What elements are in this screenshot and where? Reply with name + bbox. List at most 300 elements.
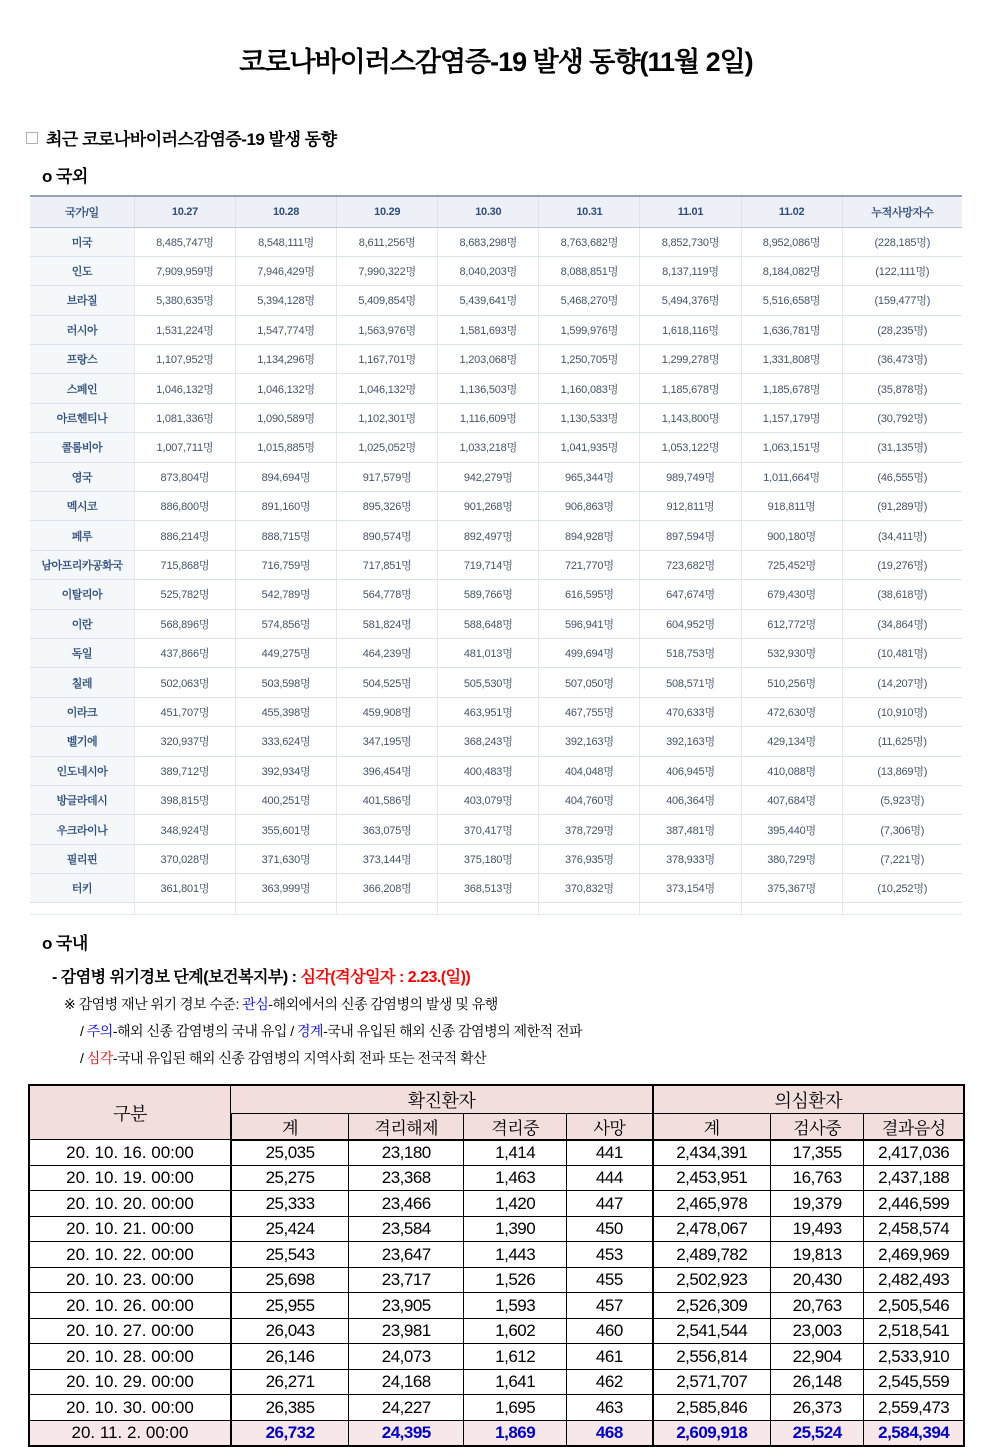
- stat-cell: 26,373: [770, 1395, 864, 1421]
- case-count-cell: 8,137,119명: [640, 256, 741, 285]
- case-count-cell: 525,782명: [134, 580, 235, 609]
- case-count-cell: 1,531,224명: [134, 315, 235, 344]
- cumulative-deaths-cell: (11,625명): [842, 727, 962, 756]
- domestic-section-heading: [42, 929, 992, 954]
- case-count-cell: 1,025,052명: [337, 433, 438, 462]
- stat-cell: 25,955: [231, 1293, 349, 1319]
- case-count-cell: 647,674명: [640, 580, 741, 609]
- table-row: [30, 844, 962, 873]
- case-count-cell: 1,033,218명: [438, 433, 539, 462]
- date-cell: 20. 10. 26. 00:00: [29, 1293, 231, 1319]
- sub-column-header: 사망: [567, 1113, 653, 1140]
- case-count-cell: 370,417명: [438, 815, 539, 844]
- table-row: [30, 638, 962, 667]
- intl-column-header: 11.02: [741, 196, 842, 227]
- table-row: [30, 668, 962, 697]
- case-count-cell: 612,772명: [741, 609, 842, 638]
- country-cell: 남아프리카공화국: [30, 550, 134, 579]
- table-row: [30, 727, 962, 756]
- case-count-cell: 873,804명: [134, 462, 235, 491]
- date-cell: 20. 10. 30. 00:00: [29, 1395, 231, 1421]
- date-cell: 20. 11. 2. 00:00: [29, 1420, 231, 1446]
- stat-cell: 25,424: [231, 1216, 349, 1242]
- case-count-cell: 8,485,747명: [134, 227, 235, 256]
- case-count-cell: 1,136,503명: [438, 374, 539, 403]
- stat-cell: 1,443: [464, 1242, 567, 1268]
- case-count-cell: 8,611,256명: [337, 227, 438, 256]
- case-count-cell: 400,251명: [235, 785, 336, 814]
- case-count-cell: 886,214명: [134, 521, 235, 550]
- case-count-cell: 1,563,976명: [337, 315, 438, 344]
- sub-column-header: 결과음성: [864, 1113, 964, 1140]
- case-count-cell: 429,134명: [741, 727, 842, 756]
- stat-cell: 26,148: [770, 1369, 864, 1395]
- case-count-cell: 400,483명: [438, 756, 539, 785]
- stat-cell: 26,271: [231, 1369, 349, 1395]
- group-header: 확진환자: [231, 1085, 653, 1113]
- case-count-cell: 581,824명: [337, 609, 438, 638]
- case-count-cell: 499,694명: [539, 638, 640, 667]
- sub-column-header: 검사중: [770, 1113, 864, 1140]
- intl-column-header: 11.01: [640, 196, 741, 227]
- intl-header-row: [30, 196, 962, 227]
- cumulative-deaths-cell: (159,477명): [842, 286, 962, 315]
- stat-cell: 1,420: [464, 1191, 567, 1217]
- note-line: [64, 994, 992, 1014]
- case-count-cell: 1,063,151명: [741, 433, 842, 462]
- case-count-cell: 1,081,336명: [134, 403, 235, 432]
- stat-cell: 2,465,978: [653, 1191, 771, 1217]
- plain-text: -국내 유입된 해외 신종 감염병의 지역사회 전파 또는 전국적 확산: [112, 1050, 487, 1067]
- intl-section-heading: [42, 162, 992, 187]
- empty-cell: [741, 903, 842, 915]
- country-cell: 터키: [30, 874, 134, 903]
- case-count-cell: 361,801명: [134, 874, 235, 903]
- case-count-cell: 396,454명: [337, 756, 438, 785]
- stat-cell: 2,478,067: [653, 1216, 771, 1242]
- case-count-cell: 564,778명: [337, 580, 438, 609]
- country-cell: 브라질: [30, 286, 134, 315]
- stat-cell: 2,453,951: [653, 1165, 771, 1191]
- case-count-cell: 886,800명: [134, 492, 235, 521]
- stat-cell: 23,981: [349, 1318, 464, 1344]
- empty-cell: [235, 903, 336, 915]
- stat-cell: 22,904: [770, 1344, 864, 1370]
- case-count-cell: 901,268명: [438, 492, 539, 521]
- cumulative-deaths-cell: (7,306명): [842, 815, 962, 844]
- case-count-cell: 503,598명: [235, 668, 336, 697]
- case-count-cell: 333,624명: [235, 727, 336, 756]
- cumulative-deaths-cell: (31,135명): [842, 433, 962, 462]
- case-count-cell: 532,930명: [741, 638, 842, 667]
- date-cell: 20. 10. 27. 00:00: [29, 1318, 231, 1344]
- plain-text: -해외에서의 신종 감염병의 발생 및 유행: [268, 996, 498, 1013]
- stat-cell: 23,584: [349, 1216, 464, 1242]
- table-row: [30, 345, 962, 374]
- case-count-cell: 347,195명: [337, 727, 438, 756]
- case-count-cell: 723,682명: [640, 550, 741, 579]
- case-count-cell: 464,239명: [337, 638, 438, 667]
- table-row: [29, 1293, 964, 1319]
- cumulative-deaths-cell: (122,111명): [842, 256, 962, 285]
- case-count-cell: 568,896명: [134, 609, 235, 638]
- case-count-cell: 5,380,635명: [134, 286, 235, 315]
- case-count-cell: 1,046,132명: [134, 374, 235, 403]
- stat-cell: 2,458,574: [864, 1216, 964, 1242]
- country-cell: 방글라데시: [30, 785, 134, 814]
- stat-cell: 19,493: [770, 1216, 864, 1242]
- case-count-cell: 403,079명: [438, 785, 539, 814]
- case-count-cell: 965,344명: [539, 462, 640, 491]
- table-row: [30, 580, 962, 609]
- intl-column-header: 10.27: [134, 196, 235, 227]
- cumulative-deaths-cell: (30,792명): [842, 403, 962, 432]
- country-cell: 아르헨티나: [30, 403, 134, 432]
- table-row: [30, 697, 962, 726]
- case-count-cell: 371,630명: [235, 844, 336, 873]
- case-count-cell: 470,633명: [640, 697, 741, 726]
- case-count-cell: 7,946,429명: [235, 256, 336, 285]
- case-count-cell: 449,275명: [235, 638, 336, 667]
- table-row: [30, 315, 962, 344]
- empty-cell: [30, 903, 134, 915]
- country-cell: 미국: [30, 227, 134, 256]
- date-cell: 20. 10. 21. 00:00: [29, 1216, 231, 1242]
- table-row: [30, 433, 962, 462]
- plain-text: /: [80, 1050, 87, 1067]
- case-count-cell: 363,075명: [337, 815, 438, 844]
- stat-cell: 20,430: [770, 1267, 864, 1293]
- stat-cell: 24,227: [349, 1395, 464, 1421]
- table-row: [29, 1242, 964, 1268]
- case-count-cell: 1,160,083명: [539, 374, 640, 403]
- cumulative-deaths-cell: (19,276명): [842, 550, 962, 579]
- cumulative-deaths-cell: (10,481명): [842, 638, 962, 667]
- case-count-cell: 398,815명: [134, 785, 235, 814]
- circle-bullet-icon: o: [42, 167, 52, 186]
- country-cell: 영국: [30, 462, 134, 491]
- case-count-cell: 1,134,296명: [235, 345, 336, 374]
- case-count-cell: 1,011,664명: [741, 462, 842, 491]
- intl-column-header: 10.29: [337, 196, 438, 227]
- stat-cell: 16,763: [770, 1165, 864, 1191]
- stat-cell: 1,641: [464, 1369, 567, 1395]
- country-cell: 인도: [30, 256, 134, 285]
- date-cell: 20. 10. 29. 00:00: [29, 1369, 231, 1395]
- case-count-cell: 1,581,693명: [438, 315, 539, 344]
- case-count-cell: 5,516,658명: [741, 286, 842, 315]
- stat-cell: 24,395: [349, 1420, 464, 1446]
- country-cell: 콜롬비아: [30, 433, 134, 462]
- case-count-cell: 1,203,068명: [438, 345, 539, 374]
- case-count-cell: 906,863명: [539, 492, 640, 521]
- cumulative-deaths-cell: (38,618명): [842, 580, 962, 609]
- case-count-cell: 604,952명: [640, 609, 741, 638]
- table-row: [30, 492, 962, 521]
- case-count-cell: 1,185,678명: [741, 374, 842, 403]
- stat-cell: 26,146: [231, 1344, 349, 1370]
- cumulative-deaths-cell: (5,923명): [842, 785, 962, 814]
- stat-cell: 2,559,473: [864, 1395, 964, 1421]
- cumulative-deaths-cell: (46,555명): [842, 462, 962, 491]
- intl-column-header: 누적사망자수: [842, 196, 962, 227]
- stat-cell: 1,463: [464, 1165, 567, 1191]
- case-count-cell: 574,856명: [235, 609, 336, 638]
- table-row: [29, 1344, 964, 1370]
- case-count-cell: 1,053,122명: [640, 433, 741, 462]
- country-cell: 벨기에: [30, 727, 134, 756]
- stat-cell: 1,593: [464, 1293, 567, 1319]
- case-count-cell: 912,811명: [640, 492, 741, 521]
- status-colored-text: 주의: [86, 1023, 113, 1040]
- country-cell: 독일: [30, 638, 134, 667]
- case-count-cell: 989,749명: [640, 462, 741, 491]
- cumulative-deaths-cell: (10,252명): [842, 874, 962, 903]
- case-count-cell: 7,990,322명: [337, 256, 438, 285]
- case-count-cell: 368,513명: [438, 874, 539, 903]
- case-count-cell: 894,694명: [235, 462, 336, 491]
- plain-text: /: [80, 1023, 87, 1040]
- stat-cell: 463: [567, 1395, 653, 1421]
- case-count-cell: 392,163명: [640, 727, 741, 756]
- stat-cell: 19,379: [770, 1191, 864, 1217]
- stat-cell: 26,043: [231, 1318, 349, 1344]
- empty-cell: [842, 903, 962, 915]
- case-count-cell: 1,090,589명: [235, 403, 336, 432]
- stat-cell: 23,717: [349, 1267, 464, 1293]
- intl-column-header: 국가/일: [30, 196, 134, 227]
- circle-bullet-icon: o: [42, 934, 52, 954]
- plain-text: ※ 감염병 재난 위기 경보 수준:: [64, 996, 243, 1013]
- status-colored-text: 관심: [242, 996, 269, 1013]
- case-count-cell: 1,046,132명: [235, 374, 336, 403]
- plain-text: - 감염병 위기경보 단계(보건복지부) :: [52, 969, 301, 987]
- case-count-cell: 891,160명: [235, 492, 336, 521]
- stat-cell: 23,180: [349, 1140, 464, 1166]
- case-count-cell: 716,759명: [235, 550, 336, 579]
- case-count-cell: 5,409,854명: [337, 286, 438, 315]
- cumulative-deaths-cell: (28,235명): [842, 315, 962, 344]
- stat-cell: 2,556,814: [653, 1344, 771, 1370]
- case-count-cell: 5,468,270명: [539, 286, 640, 315]
- cumulative-deaths-cell: (35,878명): [842, 374, 962, 403]
- stat-cell: 1,695: [464, 1395, 567, 1421]
- stat-cell: 2,541,544: [653, 1318, 771, 1344]
- stat-cell: 2,489,782: [653, 1242, 771, 1268]
- case-count-cell: 1,046,132명: [337, 374, 438, 403]
- table-row: [30, 227, 962, 256]
- case-count-cell: 8,683,298명: [438, 227, 539, 256]
- stat-cell: 25,035: [231, 1140, 349, 1166]
- case-count-cell: 373,144명: [337, 844, 438, 873]
- stat-cell: 2,585,846: [653, 1395, 771, 1421]
- case-count-cell: 589,766명: [438, 580, 539, 609]
- case-count-cell: 1,041,935명: [539, 433, 640, 462]
- case-count-cell: 406,364명: [640, 785, 741, 814]
- table-row: [30, 874, 962, 903]
- case-count-cell: 895,326명: [337, 492, 438, 521]
- note-line: [80, 1048, 992, 1068]
- stat-cell: 453: [567, 1242, 653, 1268]
- case-count-cell: 376,935명: [539, 844, 640, 873]
- stat-cell: 19,813: [770, 1242, 864, 1268]
- case-count-cell: 890,574명: [337, 521, 438, 550]
- case-count-cell: 8,040,203명: [438, 256, 539, 285]
- stat-cell: 23,905: [349, 1293, 464, 1319]
- stat-cell: 17,355: [770, 1140, 864, 1166]
- stat-cell: 2,609,918: [653, 1420, 771, 1446]
- stat-cell: 450: [567, 1216, 653, 1242]
- cumulative-deaths-cell: (34,411명): [842, 521, 962, 550]
- domestic-table-body: [29, 1140, 964, 1446]
- case-count-cell: 508,571명: [640, 668, 741, 697]
- stat-cell: 2,417,036: [864, 1140, 964, 1166]
- case-count-cell: 721,770명: [539, 550, 640, 579]
- case-count-cell: 380,729명: [741, 844, 842, 873]
- empty-cell: [438, 903, 539, 915]
- stat-cell: 1,869: [464, 1420, 567, 1446]
- case-count-cell: 505,530명: [438, 668, 539, 697]
- stat-cell: 26,385: [231, 1395, 349, 1421]
- case-count-cell: 320,937명: [134, 727, 235, 756]
- case-count-cell: 5,394,128명: [235, 286, 336, 315]
- status-colored-text: 경계: [297, 1023, 324, 1040]
- case-count-cell: 892,497명: [438, 521, 539, 550]
- case-count-cell: 404,760명: [539, 785, 640, 814]
- country-cell: 스페인: [30, 374, 134, 403]
- stat-cell: 2,482,493: [864, 1267, 964, 1293]
- stat-cell: 444: [567, 1165, 653, 1191]
- stat-cell: 2,545,559: [864, 1369, 964, 1395]
- stat-cell: 2,584,394: [864, 1420, 964, 1446]
- domestic-group-header-row: [29, 1085, 964, 1113]
- stat-cell: 25,698: [231, 1267, 349, 1293]
- date-cell: 20. 10. 28. 00:00: [29, 1344, 231, 1370]
- case-count-cell: 378,933명: [640, 844, 741, 873]
- case-count-cell: 8,952,086명: [741, 227, 842, 256]
- case-count-cell: 917,579명: [337, 462, 438, 491]
- table-row: [29, 1318, 964, 1344]
- case-count-cell: 507,050명: [539, 668, 640, 697]
- intl-section-label: 국외: [55, 167, 88, 186]
- stat-cell: 25,333: [231, 1191, 349, 1217]
- case-count-cell: 407,684명: [741, 785, 842, 814]
- table-row: [30, 286, 962, 315]
- case-count-cell: 510,256명: [741, 668, 842, 697]
- stat-cell: 460: [567, 1318, 653, 1344]
- case-count-cell: 897,594명: [640, 521, 741, 550]
- table-row: [30, 256, 962, 285]
- date-cell: 20. 10. 23. 00:00: [29, 1267, 231, 1293]
- table-row-empty: [30, 903, 962, 915]
- case-count-cell: 1,102,301명: [337, 403, 438, 432]
- country-cell: 이란: [30, 609, 134, 638]
- stat-cell: 20,763: [770, 1293, 864, 1319]
- date-cell: 20. 10. 19. 00:00: [29, 1165, 231, 1191]
- stat-cell: 26,732: [231, 1420, 349, 1446]
- case-count-cell: 8,088,851명: [539, 256, 640, 285]
- case-count-cell: 1,618,116명: [640, 315, 741, 344]
- plain-text: -국내 유입된 해외 신종 감염병의 제한적 전파: [323, 1023, 583, 1040]
- table-row: [30, 374, 962, 403]
- country-cell: 프랑스: [30, 345, 134, 374]
- table-row: [29, 1140, 964, 1166]
- case-count-cell: 348,924명: [134, 815, 235, 844]
- case-count-cell: 679,430명: [741, 580, 842, 609]
- case-count-cell: 502,063명: [134, 668, 235, 697]
- country-cell: 페루: [30, 521, 134, 550]
- stat-cell: 1,612: [464, 1344, 567, 1370]
- case-count-cell: 1,143,800명: [640, 403, 741, 432]
- case-count-cell: 404,048명: [539, 756, 640, 785]
- case-count-cell: 1,116,609명: [438, 403, 539, 432]
- stat-cell: 2,434,391: [653, 1140, 771, 1166]
- sub-column-header: 격리해제: [349, 1113, 464, 1140]
- stat-cell: 23,368: [349, 1165, 464, 1191]
- cumulative-deaths-cell: (228,185명): [842, 227, 962, 256]
- sub-column-header: 계: [653, 1113, 771, 1140]
- case-count-cell: 370,832명: [539, 874, 640, 903]
- table-row: [29, 1369, 964, 1395]
- alert-level-line: [52, 964, 992, 987]
- cumulative-deaths-cell: (36,473명): [842, 345, 962, 374]
- stat-cell: 462: [567, 1369, 653, 1395]
- stat-cell: 25,543: [231, 1242, 349, 1268]
- case-count-cell: 942,279명: [438, 462, 539, 491]
- domestic-cases-table: [28, 1084, 965, 1447]
- case-count-cell: 375,180명: [438, 844, 539, 873]
- table-row: [30, 521, 962, 550]
- sub-column-header: 격리중: [464, 1113, 567, 1140]
- cumulative-deaths-cell: (91,289명): [842, 492, 962, 521]
- empty-cell: [337, 903, 438, 915]
- case-count-cell: 1,636,781명: [741, 315, 842, 344]
- case-count-cell: 1,331,808명: [741, 345, 842, 374]
- case-count-cell: 366,208명: [337, 874, 438, 903]
- case-count-cell: 455,398명: [235, 697, 336, 726]
- case-count-cell: 1,107,952명: [134, 345, 235, 374]
- case-count-cell: 1,015,885명: [235, 433, 336, 462]
- case-count-cell: 363,999명: [235, 874, 336, 903]
- case-count-cell: 719,714명: [438, 550, 539, 579]
- domestic-section-label: 국내: [55, 934, 88, 954]
- case-count-cell: 389,712명: [134, 756, 235, 785]
- stat-cell: 461: [567, 1344, 653, 1370]
- country-cell: 인도네시아: [30, 756, 134, 785]
- stat-cell: 23,647: [349, 1242, 464, 1268]
- table-row: [29, 1395, 964, 1421]
- sub-column-header: 계: [231, 1113, 349, 1140]
- country-cell: 이라크: [30, 697, 134, 726]
- stat-cell: 25,275: [231, 1165, 349, 1191]
- case-count-cell: 725,452명: [741, 550, 842, 579]
- case-count-cell: 5,494,376명: [640, 286, 741, 315]
- case-count-cell: 1,007,711명: [134, 433, 235, 462]
- empty-cell: [640, 903, 741, 915]
- case-count-cell: 1,599,976명: [539, 315, 640, 344]
- table-row: [30, 815, 962, 844]
- table-row: [29, 1420, 964, 1446]
- country-cell: 칠레: [30, 668, 134, 697]
- country-cell: 러시아: [30, 315, 134, 344]
- country-cell: 우크라이나: [30, 815, 134, 844]
- stat-cell: 447: [567, 1191, 653, 1217]
- stat-cell: 468: [567, 1420, 653, 1446]
- intl-column-header: 10.31: [539, 196, 640, 227]
- date-cell: 20. 10. 16. 00:00: [29, 1140, 231, 1166]
- case-count-cell: 1,299,278명: [640, 345, 741, 374]
- stat-cell: 24,168: [349, 1369, 464, 1395]
